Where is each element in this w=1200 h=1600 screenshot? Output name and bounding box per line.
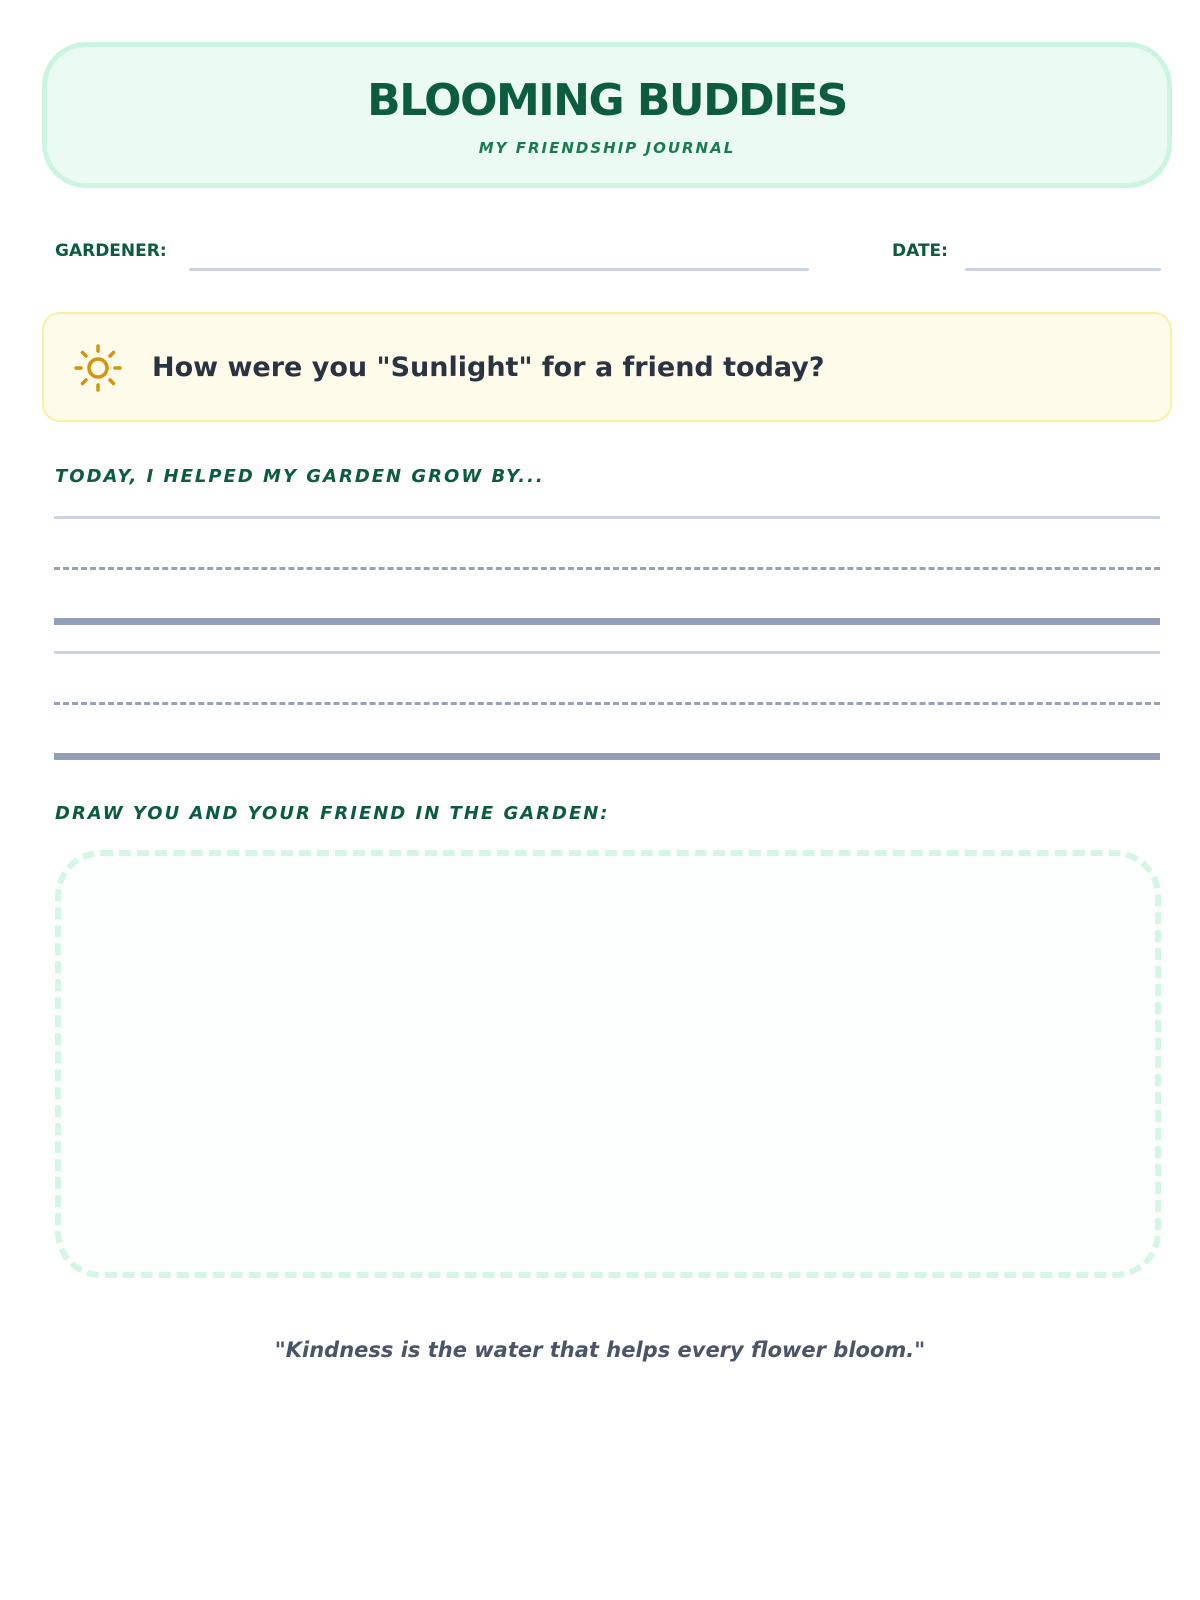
writing-line-top bbox=[54, 516, 1160, 519]
writing-line-base bbox=[54, 618, 1160, 625]
writing-line-mid bbox=[54, 567, 1160, 570]
writing-line-top bbox=[54, 651, 1160, 654]
prompt-question: How were you "Sunlight" for a friend today? bbox=[152, 352, 825, 383]
gardener-label: GARDENER: bbox=[55, 241, 167, 261]
date-label: DATE: bbox=[892, 241, 948, 261]
writing-line-mid bbox=[54, 702, 1160, 705]
page-subtitle: MY FRIENDSHIP JOURNAL bbox=[478, 139, 736, 157]
page-title: BLOOMING BUDDIES bbox=[367, 75, 847, 126]
drawing-heading: DRAW YOU AND YOUR FRIEND IN THE GARDEN: bbox=[55, 803, 610, 824]
writing-heading: TODAY, I HELPED MY GARDEN GROW BY... bbox=[55, 466, 545, 487]
prompt-box bbox=[42, 312, 1172, 422]
header-banner bbox=[42, 42, 1172, 188]
sun-icon bbox=[72, 342, 124, 394]
gardener-field[interactable] bbox=[189, 268, 809, 271]
drawing-area[interactable] bbox=[55, 850, 1161, 1278]
date-field[interactable] bbox=[965, 268, 1161, 271]
writing-line-base bbox=[54, 753, 1160, 760]
footer-quote: "Kindness is the water that helps every flower bloom." bbox=[274, 1338, 926, 1362]
